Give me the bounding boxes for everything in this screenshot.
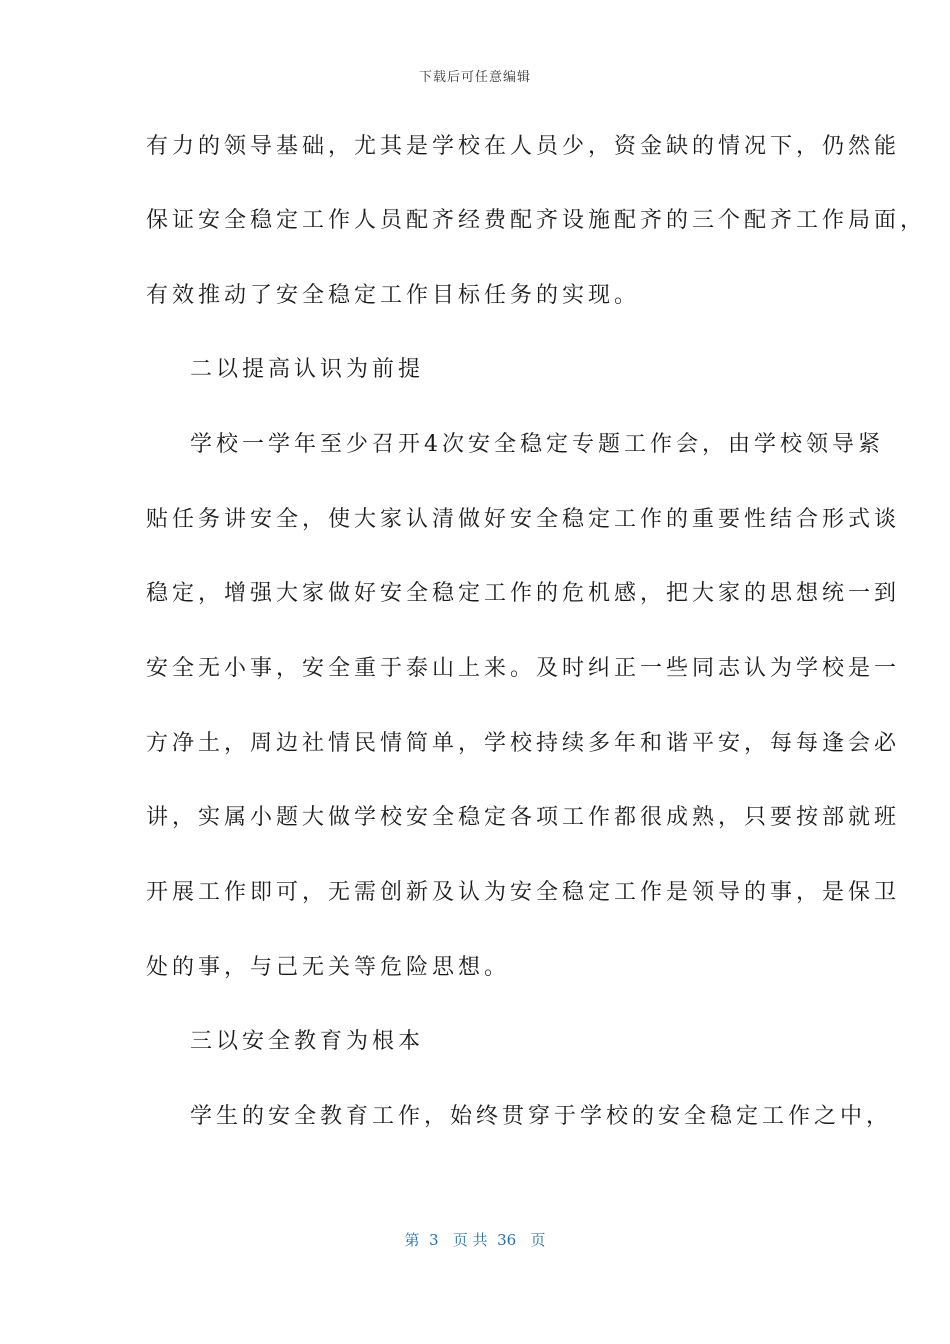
- body-line: 学生的安全教育工作，始终贯穿于学校的安全稳定工作之中，: [190, 1104, 893, 1129]
- section-heading: 三以安全教育为根本: [190, 1029, 425, 1054]
- page-number-footer: 第 3 页 共 36 页: [404, 1231, 546, 1249]
- body-line: 贴任务讲安全，使大家认清做好安全稳定工作的重要性结合形式谈: [146, 507, 901, 532]
- body-line: 学校一学年至少召开4次安全稳定专题工作会，由学校领导紧: [190, 432, 884, 457]
- body-line: 保证安全稳定工作人员配齐经费配齐设施配齐的三个配齐工作局面，: [146, 208, 927, 233]
- body-line: 讲，实属小题大做学校安全稳定各项工作都很成熟，只要按部就班: [146, 805, 901, 830]
- body-line: 方净土，周边社情民情简单，学校持续多年和谐平安，每每逢会必: [146, 731, 901, 756]
- body-line: 开展工作即可，无需创新及认为安全稳定工作是领导的事，是保卫: [146, 880, 901, 905]
- section-heading: 二以提高认识为前提: [190, 357, 425, 382]
- body-line: 安全无小事，安全重于泰山上来。及时纠正一些同志认为学校是一: [146, 656, 901, 681]
- body-line: 稳定，增强大家做好安全稳定工作的危机感，把大家的思想统一到: [146, 581, 901, 606]
- body-line: 有效推动了安全稳定工作目标任务的实现。: [146, 283, 641, 308]
- body-line: 处的事，与己无关等危险思想。: [146, 955, 511, 980]
- page-header: 下载后可任意编辑: [418, 70, 531, 85]
- body-line: 有力的领导基础，尤其是学校在人员少，资金缺的情况下，仍然能: [146, 134, 901, 159]
